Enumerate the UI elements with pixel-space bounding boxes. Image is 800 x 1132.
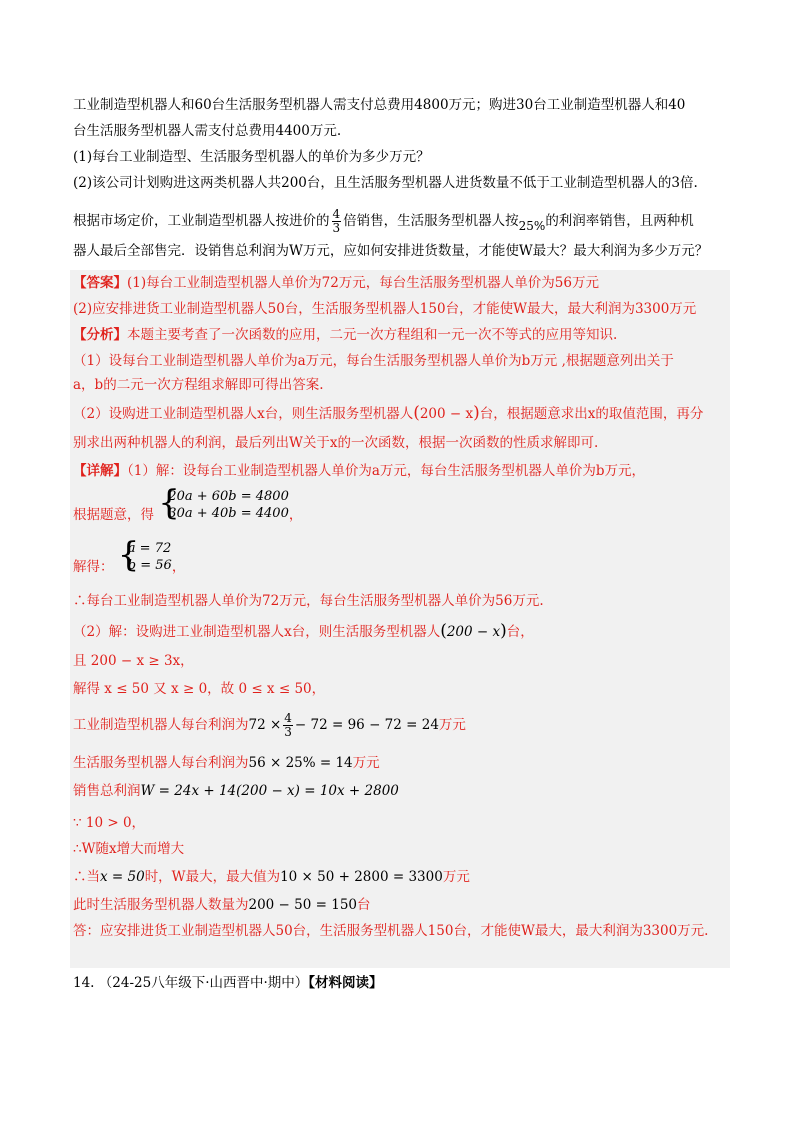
percent-value: 25% [518, 219, 546, 233]
detail-5-expr: 200 − x [446, 624, 501, 640]
question-tag: 【材料阅读】 [308, 975, 383, 991]
left-brace: { [158, 483, 180, 523]
detail-15: 答：应安排进货工业制造型机器人50台，生活服务型机器人150台，才能使W最大，最大利润为3300万元. [73, 923, 709, 939]
detail-13-text-a: ∴当 [73, 869, 100, 885]
analysis-line [73, 326, 617, 344]
detail-5-text-b: 台， [506, 624, 534, 640]
detail-13-text-c: 万元 [442, 869, 470, 885]
next-question-header [73, 974, 383, 992]
detail-9 [73, 754, 380, 772]
detail-10-expr: W = 24x + 14(200 − x) = 10x + 2800 [140, 783, 399, 799]
problem-line-1: 工业制造型机器人和60台生活服务型机器人需支付总费用4800万元；购进30台工业制造型机器人和40 [73, 97, 686, 113]
problem-line-5-text-a: 根据市场定价，工业制造型机器人按进价的 [73, 213, 330, 229]
question-2: (2)该公司计划购进这两类机器人共200台，且生活服务型机器人进货数量不低于工业制造型机器人的3倍. [73, 175, 698, 191]
problem-line-6: 器人最后全部售完．设销售总利润为W万元，应如何安排进货数量，才能使W最大？最大利润为多少万元？ [73, 243, 709, 259]
analysis-label: 【分析】 [73, 327, 127, 343]
detail-line-1 [73, 462, 645, 480]
detail-12: ∴W随x增大而增大 [73, 841, 185, 857]
analysis-part-2a [73, 404, 703, 423]
detail-system-line [73, 483, 303, 523]
analysis-part-1a: （1）设每台工业制造型机器人单价为a万元，每台生活服务型机器人单价为b万元 ,根据题意列出关于 [73, 353, 674, 369]
detail-10-text-a: 销售总利润 [73, 783, 141, 799]
fraction-denominator: 3 [332, 221, 341, 235]
problem-line-5-text-c: 的利润率销售，且两种机 [545, 213, 694, 229]
detail-14-text-b: 台 [357, 897, 371, 913]
answer-line-1 [73, 274, 599, 292]
detail-4: ∴每台工业制造型机器人单价为72万元，每台生活服务型机器人单价为56万元. [73, 593, 544, 609]
detail-14-text-a: 此时生活服务型机器人数量为 [73, 897, 249, 913]
left-brace: { [117, 535, 140, 575]
solution-comma: ， [171, 558, 186, 575]
detail-8 [73, 712, 466, 739]
detail-5 [73, 622, 534, 641]
question-number: 14. [73, 975, 95, 991]
analysis-part-2a-expr: 200 − x [419, 406, 474, 422]
detail-13-expr-2: 10 × 50 + 2800 = 3300 [280, 869, 443, 885]
detail-9-text-b: 万元 [352, 755, 380, 771]
answer-label: 【答案】 [73, 275, 127, 291]
paren-open: ( [413, 403, 420, 423]
equation-1: 20a + 60b = 4800 [168, 489, 289, 504]
system-comma: ， [288, 506, 303, 523]
fraction-numerator: 4 [284, 711, 292, 725]
analysis-part-2b: 别求出两种机器人的利润，最后列出W关于x的一次函数，根据一次函数的性质求解即可. [73, 435, 599, 451]
detail-9-text-a: 生活服务型机器人每台利润为 [73, 755, 249, 771]
paren-close: ) [473, 403, 480, 423]
question-1: (1)每台工业制造型、生活服务型机器人的单价为多少万元？ [73, 149, 430, 165]
detail-2-prefix: 根据题意，得 [73, 506, 154, 523]
detail-13 [73, 868, 470, 886]
solution-system [117, 535, 172, 575]
detail-11: ∵ 10 > 0， [73, 815, 146, 831]
detail-label: 【详解】 [73, 463, 127, 479]
solution-a: a = 72 [127, 541, 172, 556]
detail-solution-line [73, 535, 186, 575]
detail-8-expr-2: − 72 = 96 − 72 = 24 [294, 717, 439, 733]
detail-10 [73, 782, 399, 800]
detail-8-expr-1: 72 × [248, 717, 282, 733]
solution-shaded-block [70, 270, 730, 968]
solution-b: b = 56 [127, 558, 172, 573]
detail-13-text-b: 时，W最大，最大值为 [144, 869, 281, 885]
detail-8-text-b: 万元 [438, 717, 466, 733]
detail-14 [73, 896, 371, 914]
detail-6: 且 200 − x ≥ 3x， [73, 653, 194, 669]
detail-1: （1）解：设每台工业制造型机器人单价为a万元，每台生活服务型机器人单价为b万元， [127, 463, 646, 479]
detail-9-expr: 56 × 25% = 14 [248, 755, 353, 771]
paren-close: ) [500, 621, 507, 641]
detail-8-text-a: 工业制造型机器人每台利润为 [73, 717, 249, 733]
equation-system [158, 483, 289, 523]
detail-7: 解得 x ≤ 50 又 x ≥ 0，故 0 ≤ x ≤ 50， [73, 681, 326, 697]
fraction-numerator: 4 [332, 207, 341, 221]
analysis-part-1b: a，b的二元一次方程组求解即可得出答案. [73, 377, 324, 393]
problem-line-5 [73, 208, 694, 235]
fraction-4-3 [283, 712, 293, 739]
equation-2: 30a + 40b = 4400 [168, 506, 289, 521]
analysis-text: 本题主要考查了一次函数的应用，二元一次方程组和一元一次不等式的应用等知识. [127, 327, 618, 343]
detail-13-expr-1: x = 50 [100, 869, 145, 885]
answer-2: (2)应安排进货工业制造型机器人50台，生活服务型机器人150台，才能使W最大，最大利润为3300万元 [73, 301, 697, 317]
problem-line-5-text-b: 倍销售，生活服务型机器人按 [343, 213, 519, 229]
detail-5-text-a: （2）解：设购进工业制造型机器人x台，则生活服务型机器人 [73, 624, 441, 640]
analysis-part-2a-text-2: 台，根据题意求出x的取值范围，再分 [479, 406, 704, 422]
fraction-4-3 [332, 208, 342, 235]
answer-1: (1)每台工业制造型机器人单价为72万元，每台生活服务型机器人单价为56万元 [127, 275, 599, 291]
detail-14-expr: 200 − 50 = 150 [248, 897, 358, 913]
fraction-denominator: 3 [284, 725, 292, 739]
detail-3-prefix: 解得： [73, 558, 114, 575]
question-source: （24-25八年级下·山西晋中·期中） [98, 975, 309, 991]
analysis-part-2a-text-1: （2）设购进工业制造型机器人x台，则生活服务型机器人 [73, 406, 414, 422]
problem-line-2: 台生活服务型机器人需支付总费用4400万元. [73, 123, 342, 139]
paren-open: ( [440, 621, 447, 641]
